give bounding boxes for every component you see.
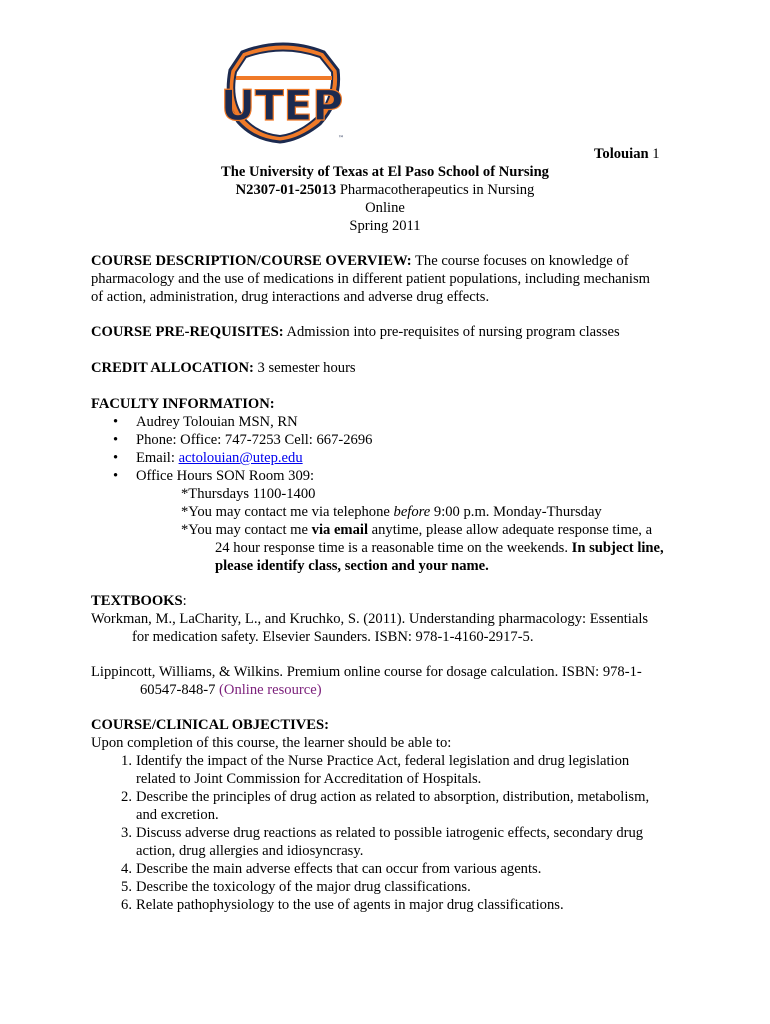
running-head-name: Tolouian xyxy=(594,146,649,162)
list-item-continuation: and excretion. xyxy=(136,807,219,823)
credit-allocation: CREDIT ALLOCATION: 3 semester hours xyxy=(91,360,356,376)
list-item-continuation: related to Joint Commission for Accreditation of Hospitals. xyxy=(136,771,482,787)
list-item: 3. Discuss adverse drug reactions as related to possible iatrogenic effects, secondary drug xyxy=(121,825,644,841)
prerequisites: COURSE PRE-REQUISITES: Admission into pre-requisites of nursing program classes xyxy=(91,324,620,340)
page-number: 1 xyxy=(652,146,660,162)
list-item: 5. Describe the toxicology of the major drug classifications. xyxy=(121,879,471,895)
office-hours-thursdays: *Thursdays 1100-1400 xyxy=(181,486,316,502)
course-term: Spring 2011 xyxy=(349,218,421,234)
list-item: 1. Identify the impact of the Nurse Practice Act, federal legislation and drug legislation xyxy=(121,753,630,769)
faculty-office-hours-item: • Office Hours SON Room 309: xyxy=(113,468,315,484)
list-item: 2. Describe the principles of drug action as related to absorption, distribution, metabolism, xyxy=(121,789,650,805)
running-head xyxy=(594,145,660,163)
online-resource-label: (Online resource) xyxy=(219,682,322,698)
faculty-email-item: • Email: actolouian@utep.edu xyxy=(113,450,303,466)
course-title xyxy=(0,181,770,199)
contact-email-line-2: 24 hour response time is a reasonable time on the weekends. In subject line, xyxy=(215,540,664,556)
faculty-heading: FACULTY INFORMATION: xyxy=(91,396,275,412)
faculty-phone-item: • Phone: Office: 747-7253 Cell: 667-2696 xyxy=(113,432,373,448)
course-code: N2307-01-25013 xyxy=(235,182,337,198)
contact-email: *You may contact me via email anytime, please allow adequate response time, a xyxy=(181,522,653,538)
textbook-2-line-2: 60547-848-7 (Online resource) xyxy=(140,682,322,698)
credit-label: CREDIT ALLOCATION: xyxy=(91,360,254,376)
prereq-label: COURSE PRE-REQUISITES: xyxy=(91,324,284,340)
svg-text:UTEP: UTEP xyxy=(220,81,344,130)
course-name: Pharmacotherapeutics in Nursing xyxy=(336,182,535,198)
contact-telephone: *You may contact me via telephone before 9:00 p.m. Monday-Thursday xyxy=(181,504,602,520)
textbook-1-line-1: Workman, M., LaCharity, L., and Kruchko, S. (2011). Understanding pharmacology: Essentials xyxy=(91,611,649,627)
course-mode: Online xyxy=(365,200,405,216)
textbooks-heading: TEXTBOOKS: xyxy=(91,593,187,609)
contact-email-line-3: please identify class, section and your name. xyxy=(215,558,489,574)
description-heading-line: COURSE DESCRIPTION/COURSE OVERVIEW: The course focuses on knowledge of xyxy=(91,253,629,269)
svg-text:™: ™ xyxy=(338,135,344,142)
bullet-icon: • xyxy=(113,432,119,448)
textbook-1-line-2: for medication safety. Elsevier Saunders. ISBN: 978-1-4160-2917-5. xyxy=(132,629,534,645)
institution-title: The University of Texas at El Paso School of Nursing xyxy=(221,164,549,180)
list-item: 4. Describe the main adverse effects that can occur from various agents. xyxy=(121,861,542,877)
faculty-name-item: • Audrey Tolouian MSN, RN xyxy=(113,414,298,430)
objectives-heading: COURSE/CLINICAL OBJECTIVES: xyxy=(91,717,330,733)
email-link[interactable]: actolouian@utep.edu xyxy=(178,450,303,466)
objectives-intro: Upon completion of this course, the learner should be able to: xyxy=(91,735,452,751)
bullet-icon: • xyxy=(113,468,119,484)
textbook-2-line-1: Lippincott, Williams, & Wilkins. Premium online course for dosage calculation. ISBN: 978-1- xyxy=(91,664,642,680)
utep-logo xyxy=(220,40,346,144)
description-line-2: pharmacology and the use of medications in different patient populations, including mechanism xyxy=(91,271,651,287)
list-item: 6. Relate pathophysiology to the use of agents in major drug classifications. xyxy=(121,897,564,913)
description-line-3: of action, administration, drug interactions and adverse drug effects. xyxy=(91,289,490,305)
bullet-icon: • xyxy=(113,414,119,430)
bullet-icon: • xyxy=(113,450,119,466)
description-label: COURSE DESCRIPTION/COURSE OVERVIEW: xyxy=(91,253,412,269)
list-item-continuation: action, drug allergies and idiosyncrasy. xyxy=(136,843,364,859)
